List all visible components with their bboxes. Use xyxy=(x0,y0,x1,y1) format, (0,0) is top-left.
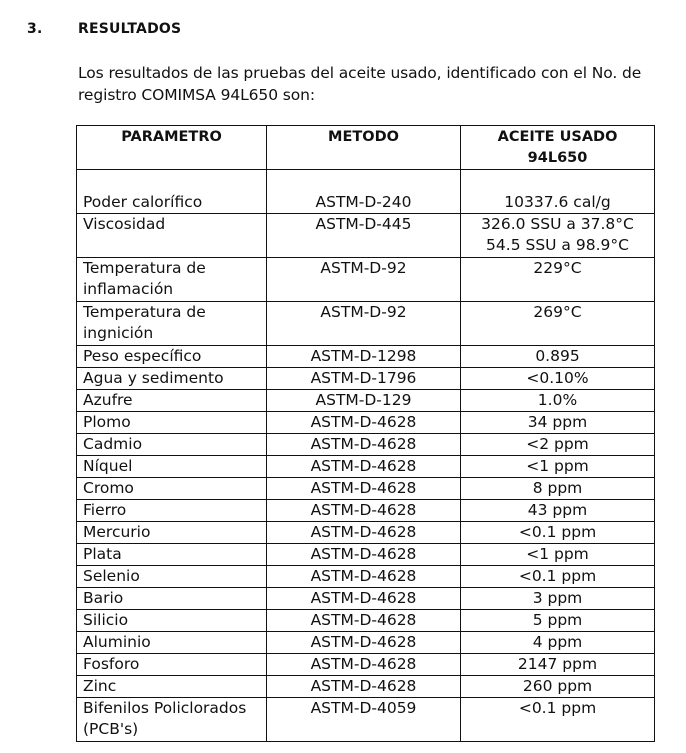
results-body xyxy=(77,170,655,742)
cell-value xyxy=(461,478,655,500)
cell-parameter-text: Temperatura de xyxy=(83,303,206,321)
cell-parameter-text: Agua y sedimento xyxy=(83,369,224,387)
cell-method xyxy=(267,434,461,456)
cell-method xyxy=(267,170,461,214)
cell-parameter-text: Zinc xyxy=(83,677,117,695)
cell-parameter-text: Aluminio xyxy=(83,633,151,651)
cell-value-text: 326.0 SSU a 37.8°C xyxy=(481,215,634,233)
cell-value xyxy=(461,522,655,544)
cell-value-text: 43 ppm xyxy=(527,501,588,519)
table-row xyxy=(77,566,655,588)
cell-method-text: ASTM-D-4628 xyxy=(310,677,417,695)
cell-method xyxy=(267,302,461,346)
table-row xyxy=(77,698,655,742)
cell-value-text: <0.1 ppm xyxy=(518,523,597,541)
cell-parameter xyxy=(77,544,267,566)
cell-method xyxy=(267,544,461,566)
cell-parameter-text-line2: inflamación xyxy=(83,280,174,298)
cell-parameter xyxy=(77,214,267,258)
table-row xyxy=(77,500,655,522)
cell-parameter xyxy=(77,588,267,610)
table-row xyxy=(77,456,655,478)
cell-parameter xyxy=(77,632,267,654)
cell-parameter-text: Temperatura de xyxy=(83,259,206,277)
header-value-line2: 94L650 xyxy=(527,150,588,166)
cell-value xyxy=(461,302,655,346)
cell-parameter-text-line2: ingnición xyxy=(83,324,154,342)
cell-value-text: 4 ppm xyxy=(532,633,583,651)
cell-value-text: 229°C xyxy=(533,259,582,277)
cell-value-text: 3 ppm xyxy=(532,589,583,607)
cell-parameter-text: Poder calorífico xyxy=(83,193,203,211)
cell-method-text: ASTM-D-4628 xyxy=(310,589,417,607)
cell-parameter-text: Plomo xyxy=(83,413,131,431)
cell-value xyxy=(461,544,655,566)
cell-parameter xyxy=(77,434,267,456)
section-title: RESULTADOS xyxy=(78,21,182,37)
cell-value xyxy=(461,456,655,478)
cell-parameter-text: Peso específico xyxy=(83,347,202,365)
cell-method-text: ASTM-D-240 xyxy=(315,193,412,211)
cell-parameter xyxy=(77,368,267,390)
cell-method-text: ASTM-D-4628 xyxy=(310,655,417,673)
cell-value xyxy=(461,610,655,632)
table-row xyxy=(77,214,655,258)
cell-parameter-text: Mercurio xyxy=(83,523,151,541)
cell-parameter xyxy=(77,258,267,302)
table-row xyxy=(77,522,655,544)
cell-method-text: ASTM-D-92 xyxy=(320,259,407,277)
cell-value xyxy=(461,500,655,522)
cell-parameter-text: Cadmio xyxy=(83,435,143,453)
cell-parameter-text: Silicio xyxy=(83,611,129,629)
header-parameter: PARAMETRO xyxy=(77,126,267,170)
cell-method-text: ASTM-D-4628 xyxy=(310,523,417,541)
cell-method xyxy=(267,478,461,500)
cell-value xyxy=(461,346,655,368)
cell-method-text: ASTM-D-4628 xyxy=(310,633,417,651)
cell-parameter xyxy=(77,478,267,500)
cell-parameter xyxy=(77,346,267,368)
table-row xyxy=(77,544,655,566)
table-row xyxy=(77,632,655,654)
cell-value xyxy=(461,654,655,676)
cell-method-text: ASTM-D-4628 xyxy=(310,545,417,563)
cell-method-text: ASTM-D-4628 xyxy=(310,501,417,519)
cell-value-text: <0.1 ppm xyxy=(518,699,597,717)
cell-parameter xyxy=(77,412,267,434)
cell-value xyxy=(461,698,655,742)
cell-value xyxy=(461,390,655,412)
cell-value xyxy=(461,588,655,610)
cell-parameter-text: Bario xyxy=(83,589,124,607)
cell-parameter-text: Selenio xyxy=(83,567,140,585)
cell-method-text: ASTM-D-4628 xyxy=(310,567,417,585)
cell-value-text: <0.10% xyxy=(526,369,589,387)
table-row xyxy=(77,368,655,390)
cell-method-text: ASTM-D-4628 xyxy=(310,479,417,497)
cell-method xyxy=(267,258,461,302)
cell-parameter xyxy=(77,500,267,522)
cell-value-text: 34 ppm xyxy=(527,413,588,431)
cell-value xyxy=(461,566,655,588)
cell-parameter xyxy=(77,170,267,214)
cell-value xyxy=(461,170,655,214)
cell-value-text: 8 ppm xyxy=(532,479,583,497)
header-value xyxy=(461,126,655,170)
cell-method-text: ASTM-D-4628 xyxy=(310,457,417,475)
cell-value xyxy=(461,676,655,698)
cell-method xyxy=(267,500,461,522)
cell-value-text: <1 ppm xyxy=(526,545,589,563)
cell-method-text: ASTM-D-1796 xyxy=(310,369,417,387)
header-value-line1: ACEITE USADO xyxy=(497,129,618,145)
cell-method-text: ASTM-D-445 xyxy=(315,215,412,233)
cell-value xyxy=(461,214,655,258)
cell-parameter-text: Fierro xyxy=(83,501,127,519)
cell-method xyxy=(267,522,461,544)
intro-paragraph: Los resultados de las pruebas del aceite usado, identificado con el No. de registro COMIMSA 94L650 son: xyxy=(78,64,642,104)
cell-method-text: ASTM-D-129 xyxy=(315,391,412,409)
cell-value xyxy=(461,412,655,434)
cell-method-text: ASTM-D-4628 xyxy=(310,413,417,431)
cell-value-text: 1.0% xyxy=(537,391,578,409)
table-row xyxy=(77,170,655,214)
cell-parameter-text: Plata xyxy=(83,545,122,563)
table-row xyxy=(77,434,655,456)
cell-parameter xyxy=(77,456,267,478)
cell-parameter xyxy=(77,566,267,588)
cell-method xyxy=(267,346,461,368)
cell-value-text: <2 ppm xyxy=(526,435,589,453)
table-row xyxy=(77,390,655,412)
cell-value-text-line2: 54.5 SSU a 98.9°C xyxy=(486,236,629,254)
section-number: 3. xyxy=(27,21,43,37)
header-method: METODO xyxy=(267,126,461,170)
table-row xyxy=(77,654,655,676)
cell-parameter-text-line2: (PCB's) xyxy=(83,720,139,738)
cell-value-text: <1 ppm xyxy=(526,457,589,475)
cell-value xyxy=(461,632,655,654)
cell-parameter-text: Fosforo xyxy=(83,655,140,673)
cell-parameter xyxy=(77,698,267,742)
cell-parameter xyxy=(77,302,267,346)
cell-value-text: 0.895 xyxy=(535,347,580,365)
header-row xyxy=(77,126,655,170)
cell-value-text: <0.1 ppm xyxy=(518,567,597,585)
cell-method-text: ASTM-D-4059 xyxy=(310,699,417,717)
cell-value xyxy=(461,258,655,302)
results-table xyxy=(76,125,655,742)
table-row xyxy=(77,610,655,632)
cell-parameter xyxy=(77,676,267,698)
cell-value-text: 260 ppm xyxy=(522,677,593,695)
cell-value-text: 269°C xyxy=(533,303,582,321)
table-row xyxy=(77,346,655,368)
cell-parameter-text: Viscosidad xyxy=(83,215,166,233)
cell-method xyxy=(267,456,461,478)
cell-parameter xyxy=(77,654,267,676)
cell-method xyxy=(267,368,461,390)
cell-parameter-text: Azufre xyxy=(83,391,133,409)
table-row xyxy=(77,258,655,302)
cell-value xyxy=(461,368,655,390)
cell-value-text: 2147 ppm xyxy=(517,655,598,673)
cell-method-text: ASTM-D-92 xyxy=(320,303,407,321)
cell-method xyxy=(267,412,461,434)
cell-parameter xyxy=(77,390,267,412)
cell-parameter-text: Bifenilos Policlorados xyxy=(83,699,247,717)
cell-method xyxy=(267,698,461,742)
table-row xyxy=(77,588,655,610)
cell-method xyxy=(267,588,461,610)
table-row xyxy=(77,412,655,434)
cell-parameter xyxy=(77,522,267,544)
cell-parameter-text: Níquel xyxy=(83,457,133,475)
cell-method xyxy=(267,610,461,632)
cell-parameter-text: Cromo xyxy=(83,479,134,497)
cell-method-text: ASTM-D-1298 xyxy=(310,347,417,365)
cell-method xyxy=(267,676,461,698)
cell-method xyxy=(267,654,461,676)
cell-method xyxy=(267,214,461,258)
cell-value-text: 5 ppm xyxy=(532,611,583,629)
table-row xyxy=(77,676,655,698)
cell-method xyxy=(267,390,461,412)
cell-method xyxy=(267,566,461,588)
cell-value-text: 10337.6 cal/g xyxy=(504,193,611,211)
cell-value xyxy=(461,434,655,456)
cell-parameter xyxy=(77,610,267,632)
cell-method xyxy=(267,632,461,654)
table-row xyxy=(77,302,655,346)
cell-method-text: ASTM-D-4628 xyxy=(310,611,417,629)
table-row xyxy=(77,478,655,500)
cell-method-text: ASTM-D-4628 xyxy=(310,435,417,453)
